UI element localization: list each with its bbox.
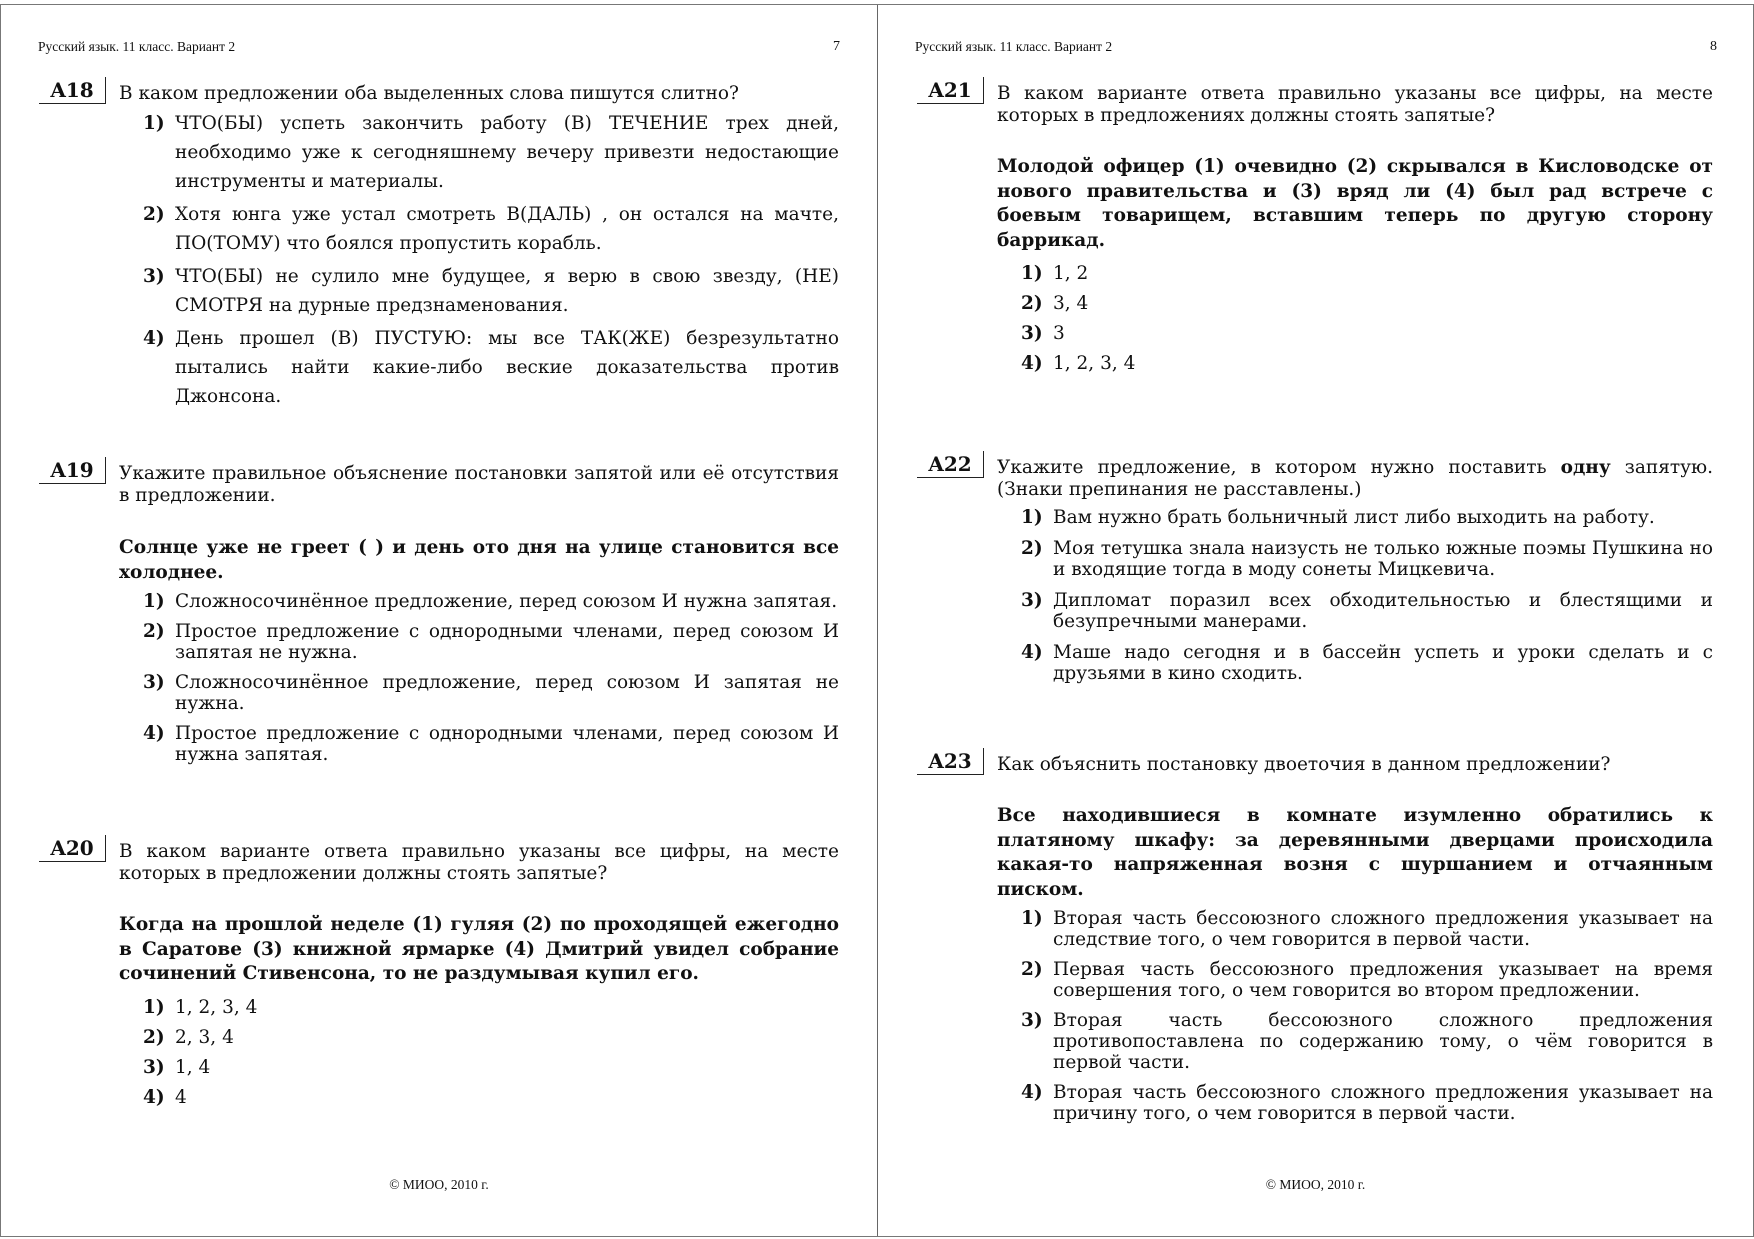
- answer-option: 1) 1, 2: [1021, 263, 1089, 284]
- answer-option: 1) Вам нужно брать больничный лист либо выходить на работу.: [1021, 507, 1655, 528]
- answer-option: 1) 1, 2, 3, 4: [143, 996, 258, 1018]
- document-spread: [0, 4, 1754, 1237]
- task-sentence: Все находившиеся в комнате изумленно обратились к платяному шкафу: за деревянными дверцами происходила какая-то напряженная возня с шуршанием и отчаянным писком.: [997, 805, 1713, 900]
- task-question: В каком варианте ответа правильно указаны все цифры, на месте которых в предложении должны стоять запятые?: [119, 841, 839, 884]
- answer-option: 2) Простое предложение с однородными членами, перед союзом И запятая не нужна.: [143, 621, 839, 663]
- task-label: A19: [39, 457, 106, 484]
- answer-option: 1) ЧТО(БЫ) успеть закончить работу (В) ТЕЧЕНИЕ трех дней, необходимо уже к сегодняшнему вечеру привезти недостающие инструменты и материалы.: [143, 113, 839, 192]
- task-label: A18: [39, 77, 106, 104]
- answer-option: 2) Первая часть бессоюзного предложения указывает на время совершения того, о чем говорится во втором предложении.: [1021, 959, 1713, 1001]
- task-question: Укажите предложение, в котором нужно поставить одну запятую. (Знаки препинания не расставлены.): [997, 457, 1714, 500]
- answer-option: 3) 1, 4: [143, 1056, 211, 1078]
- answer-option: 4) Маше надо сегодня и в бассейн успеть и уроки сделать и с друзьями в кино сходить.: [1021, 642, 1713, 684]
- answer-option: 3) Сложносочинённое предложение, перед союзом И запятая не нужна.: [143, 672, 839, 714]
- task-question: Укажите правильное объяснение постановки запятой или её отсутствия в предложении.: [119, 463, 839, 506]
- answer-option: 2) 2, 3, 4: [143, 1026, 234, 1048]
- answer-option: 2) Моя тетушка знала наизусть не только южные поэмы Пушкина но и входящие тогда в моду сонеты Мицкевича.: [1021, 538, 1713, 580]
- page-number: 8: [1710, 39, 1717, 54]
- task-label: A22: [917, 451, 984, 478]
- task-label: A21: [917, 77, 984, 104]
- task-sentence: Солнце уже не греет ( ) и день ото дня на улице становится все холоднее.: [119, 537, 839, 583]
- page-header: Русский язык. 11 класс. Вариант 2: [38, 39, 236, 54]
- answer-option: 1) Вторая часть бессоюзного сложного предложения указывает на следствие того, о чем говорится в первой части.: [1021, 908, 1713, 950]
- answer-option: 2) 3, 4: [1021, 293, 1089, 314]
- answer-option: 3) 3: [1021, 323, 1065, 344]
- answer-option: 4) Вторая часть бессоюзного сложного предложения указывает на причину того, о чем говорится в первой части.: [1021, 1082, 1713, 1124]
- page-footer: © МИОО, 2010 г.: [389, 1177, 489, 1192]
- right-page: [878, 5, 1753, 1236]
- answer-option: 3) Дипломат поразил всех обходительностью и блестящими и безупречными манерами.: [1021, 590, 1713, 632]
- task-label: A20: [39, 835, 106, 862]
- answer-option: 1) Сложносочинённое предложение, перед союзом И нужна запятая.: [143, 591, 838, 612]
- page-number: 7: [833, 39, 840, 54]
- answer-option: 3) ЧТО(БЫ) не сулило мне будущее, я верю в свою звезду, (НЕ) СМОТРЯ на дурные предзнаменования.: [143, 266, 839, 316]
- task-sentence: Когда на прошлой неделе (1) гуляя (2) по проходящей ежегодно в Саратове (3) книжной ярмарке (4) Дмитрий увидел собрание сочинений Стивенсона, то не раздумывая купил его.: [119, 914, 839, 984]
- answer-option: 4) 4: [143, 1086, 187, 1108]
- answer-option: 4) Простое предложение с однородными членами, перед союзом И нужна запятая.: [143, 723, 839, 765]
- page-footer: © МИОО, 2010 г.: [1265, 1177, 1366, 1192]
- answer-option: 4) День прошел (В) ПУСТУЮ: мы все ТАК(ЖЕ) безрезультатно пытались найти какие-либо веские доказательства против Джонсона.: [143, 328, 839, 407]
- page-header: Русский язык. 11 класс. Вариант 2: [915, 39, 1113, 54]
- emphasized-word: одну: [1560, 457, 1611, 478]
- task-question: В каком варианте ответа правильно указаны все цифры, на месте которых в предложениях должны стоять запятые?: [997, 83, 1713, 126]
- left-page: [1, 5, 878, 1236]
- answer-option: 4) 1, 2, 3, 4: [1021, 353, 1136, 374]
- task-question: В каком предложении оба выделенных слова пишутся слитно?: [119, 83, 739, 104]
- answer-option: 3) Вторая часть бессоюзного сложного предложения противопоставлена по содержанию тому, о чём говорится в первой части.: [1021, 1010, 1713, 1073]
- task-question: Как объяснить постановку двоеточия в данном предложении?: [997, 754, 1611, 775]
- task-label: A23: [917, 748, 984, 775]
- answer-option: 2) Хотя юнга уже устал смотреть В(ДАЛЬ) , он остался на мачте, ПО(ТОМУ) что боялся пропустить корабль.: [143, 204, 839, 254]
- task-sentence: Молодой офицер (1) очевидно (2) скрывался в Кисловодске от нового правительства и (3) вряд ли (4) был рад встрече с боевым товарищем, вставшим теперь по другую сторону баррикад.: [997, 156, 1713, 251]
